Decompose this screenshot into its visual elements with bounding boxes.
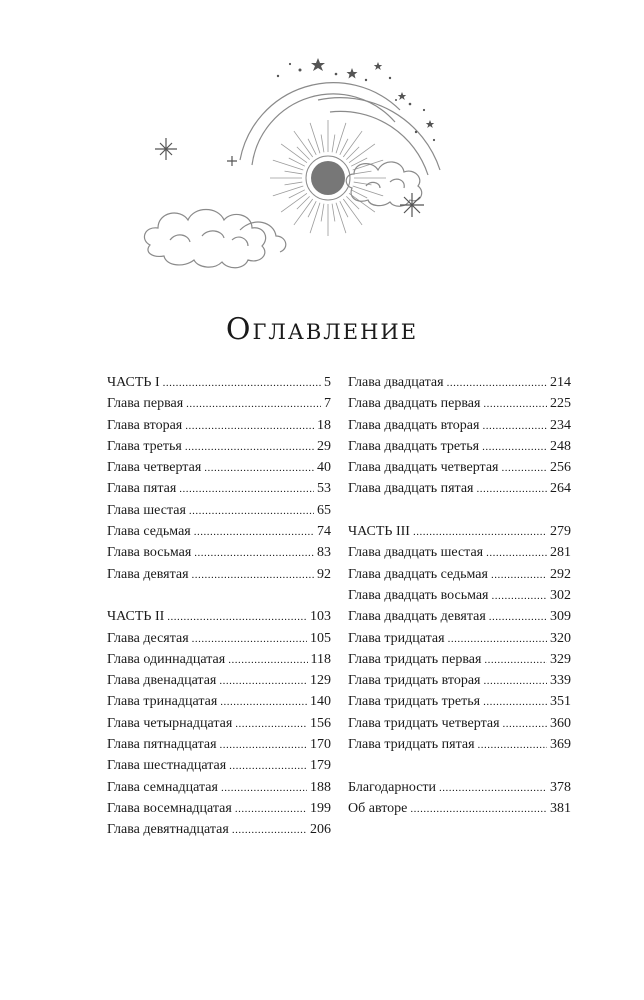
sun-clouds-stars-icon <box>140 40 460 280</box>
toc-entry-label: Глава двадцать первая <box>348 396 481 412</box>
toc-entry-page: 140 <box>310 694 331 710</box>
toc-entry-label: Глава двадцать шестая <box>348 545 484 561</box>
toc-entry[interactable] <box>107 670 331 691</box>
toc-entry[interactable] <box>107 457 331 478</box>
sun-ray <box>297 147 310 160</box>
toc-entry-page: 225 <box>550 396 571 412</box>
toc-leader-dots <box>486 543 547 564</box>
toc-entry-label: Глава двадцать девятая <box>348 609 486 625</box>
toc-entry[interactable] <box>107 393 331 414</box>
toc-entry-page: 381 <box>550 800 571 816</box>
star-icon <box>347 68 358 79</box>
sun-ray <box>310 203 320 233</box>
toc-entry-page: 329 <box>550 651 571 667</box>
toc-entry-page: 360 <box>550 715 571 731</box>
toc-leader-dots <box>186 394 321 415</box>
toc-left-column <box>107 372 331 841</box>
toc-entry-label: Глава девятая <box>107 566 189 582</box>
toc-leader-dots <box>478 735 547 756</box>
toc-entry-page: 83 <box>317 545 331 561</box>
toc-entry-label: Благодарности <box>348 779 437 795</box>
toc-entry-label: Глава четырнадцатая <box>107 715 233 731</box>
toc-entry-label: Глава шестая <box>107 502 186 518</box>
toc-entry[interactable] <box>348 393 571 414</box>
sun-ray <box>353 186 383 196</box>
toc-entry-label: Глава двадцать четвертая <box>348 460 499 476</box>
toc-entry-label: Глава двадцать пятая <box>348 481 474 497</box>
toc-leader-dots <box>194 543 314 564</box>
toc-entry[interactable] <box>348 457 571 478</box>
page-title: Оглавление <box>225 312 419 347</box>
toc-entry[interactable] <box>107 564 331 585</box>
toc-entry-label: Глава двадцать вторая <box>348 417 480 433</box>
toc-leader-dots <box>483 671 547 692</box>
sun-ray <box>332 204 335 222</box>
toc-leader-dots <box>448 629 547 650</box>
toc-entry-page: 74 <box>317 524 331 540</box>
toc-entry-label: ЧАСТЬ I <box>107 375 160 390</box>
toc-leader-dots <box>502 458 548 479</box>
toc-entry-label: ЧАСТЬ III <box>348 524 410 540</box>
toc-entry[interactable] <box>348 521 571 542</box>
section-spacer <box>348 755 571 776</box>
toc-entry-page: 5 <box>324 375 331 390</box>
sun-ray <box>332 135 335 153</box>
sun-disc <box>311 161 345 195</box>
toc-entry-label: Об авторе <box>348 800 408 816</box>
toc-entry[interactable] <box>107 691 331 712</box>
toc-entry[interactable] <box>107 777 331 798</box>
toc-entry-page: 103 <box>310 609 331 625</box>
toc-entry-label: Глава двадцать третья <box>348 438 480 454</box>
toc-entry[interactable] <box>348 415 571 436</box>
toc-entry-label: Глава пятнадцатая <box>107 737 217 753</box>
toc-entry-page: 156 <box>310 715 331 731</box>
toc-entry-page: 279 <box>550 524 571 540</box>
toc-entry[interactable] <box>348 713 571 734</box>
toc-leader-dots <box>482 416 547 437</box>
section-spacer <box>348 500 571 521</box>
toc-entry-page: 292 <box>550 566 571 582</box>
toc-entry-label: Глава семнадцатая <box>107 779 218 795</box>
toc-entry-page: 309 <box>550 609 571 625</box>
sun-ray <box>336 203 346 233</box>
toc-entry-label: Глава тринадцатая <box>107 694 218 710</box>
toc-entry-page: 214 <box>550 375 571 390</box>
toc-leader-dots <box>489 607 547 628</box>
star-icon <box>426 120 434 128</box>
sun-ray <box>321 135 324 153</box>
toc-entry-page: 248 <box>550 438 571 454</box>
toc-leader-dots <box>221 778 307 799</box>
toc-entry[interactable] <box>107 500 331 521</box>
toc-entry-page: 170 <box>310 737 331 753</box>
toc-entry-label: Глава тридцать третья <box>348 694 481 710</box>
toc-leader-dots <box>235 714 307 735</box>
sun-ray <box>336 123 346 153</box>
toc-leader-dots <box>447 373 547 394</box>
toc-entry-label: Глава тридцать вторая <box>348 673 481 689</box>
star-icon <box>311 58 325 71</box>
toc-entry-label: Глава восьмая <box>107 545 192 561</box>
star-icon <box>398 92 406 100</box>
celestial-illustration <box>140 40 460 280</box>
toc-leader-dots <box>167 607 307 628</box>
sun-ray <box>354 171 372 174</box>
toc-entry[interactable] <box>107 713 331 734</box>
toc-entry[interactable] <box>107 436 331 457</box>
toc-entry[interactable] <box>107 649 331 670</box>
toc-leader-dots <box>491 565 547 586</box>
toc-leader-dots <box>484 650 547 671</box>
toc-entry[interactable] <box>348 585 571 606</box>
toc-leader-dots <box>439 778 547 799</box>
toc-entry-label: Глава двадцатая <box>348 375 444 390</box>
sparkle-icon <box>227 156 237 166</box>
toc-entry-page: 65 <box>317 502 331 518</box>
toc-entry-page: 281 <box>550 545 571 561</box>
sun-ray <box>346 147 359 160</box>
toc-entry-page: 234 <box>550 417 571 433</box>
toc-entry-label: Глава двадцать седьмая <box>348 566 488 582</box>
toc-right-column <box>348 372 571 819</box>
sun-ray <box>273 186 303 196</box>
toc-entry[interactable] <box>107 628 331 649</box>
toc-leader-dots <box>179 479 314 500</box>
stars-group <box>277 58 435 141</box>
sun-ray <box>285 171 303 174</box>
toc-entry[interactable] <box>348 372 571 393</box>
sun-ray <box>321 204 324 222</box>
toc-leader-dots <box>219 671 307 692</box>
toc-entry-label: Глава одиннадцатая <box>107 651 226 667</box>
toc-leader-dots <box>204 458 314 479</box>
sun-ray <box>285 182 303 185</box>
toc-entry-label: Глава двадцать восьмая <box>348 587 489 603</box>
toc-entry-label: Глава восемнадцатая <box>107 800 232 816</box>
toc-leader-dots <box>228 650 307 671</box>
toc-entry-label: Глава шестнадцатая <box>107 758 227 774</box>
toc-leader-dots <box>185 437 314 458</box>
toc-entry[interactable] <box>348 628 571 649</box>
toc-entry-label: ЧАСТЬ II <box>107 609 165 625</box>
toc-entry-label: Глава седьмая <box>107 524 191 540</box>
toc-entry[interactable] <box>348 798 571 819</box>
toc-entry-label: Глава девятнадцатая <box>107 822 229 838</box>
toc-entry-page: 320 <box>550 630 571 646</box>
toc-entry[interactable] <box>107 734 331 755</box>
star-icon <box>374 62 382 70</box>
toc-leader-dots <box>192 565 314 586</box>
toc-entry-label: Глава вторая <box>107 417 183 433</box>
toc-entry-label: Глава двенадцатая <box>107 673 217 689</box>
toc-leader-dots <box>194 522 314 543</box>
toc-entry[interactable] <box>107 819 331 840</box>
toc-entry-label: Глава тридцатая <box>348 630 445 646</box>
toc-entry-label: Глава четвертая <box>107 460 202 476</box>
toc-entry-page: 92 <box>317 566 331 582</box>
toc-leader-dots <box>492 586 548 607</box>
toc-entry-page: 206 <box>310 822 331 838</box>
toc-leader-dots <box>503 714 547 735</box>
toc-leader-dots <box>192 629 307 650</box>
toc-leader-dots <box>185 416 314 437</box>
toc-entry-page: 7 <box>324 396 331 412</box>
toc-entry-label: Глава тридцать четвертая <box>348 715 500 731</box>
toc-entry-page: 264 <box>550 481 571 497</box>
toc-entry-label: Глава тридцать первая <box>348 651 482 667</box>
toc-entry-page: 199 <box>310 800 331 816</box>
toc-entry-label: Глава тридцать пятая <box>348 737 475 753</box>
cloud-left-icon <box>144 210 265 268</box>
toc-entry-label: Глава пятая <box>107 481 177 497</box>
toc-leader-dots <box>235 799 307 820</box>
toc-leader-dots <box>477 479 548 500</box>
toc-entry-label: Глава первая <box>107 396 184 412</box>
toc-entry-page: 53 <box>317 481 331 497</box>
toc-entry-page: 118 <box>310 651 331 667</box>
toc-entry-page: 40 <box>317 460 331 476</box>
toc-entry[interactable] <box>107 478 331 499</box>
toc-leader-dots <box>163 373 321 394</box>
toc-leader-dots <box>413 522 547 543</box>
toc-leader-dots <box>220 692 307 713</box>
arc-outer <box>240 83 400 160</box>
toc-entry-page: 369 <box>550 737 571 753</box>
toc-entry-page: 18 <box>317 417 331 433</box>
toc-leader-dots <box>482 437 547 458</box>
toc-leader-dots <box>410 799 547 820</box>
toc-entry-page: 302 <box>550 587 571 603</box>
toc-entry-label: Глава десятая <box>107 630 189 646</box>
toc-entry[interactable] <box>107 521 331 542</box>
toc-entry[interactable] <box>107 755 331 776</box>
toc-entry-page: 129 <box>310 673 331 689</box>
toc-entry[interactable] <box>348 649 571 670</box>
toc-leader-dots <box>483 692 547 713</box>
toc-entry[interactable] <box>348 564 571 585</box>
sparkle-icon <box>155 138 177 160</box>
toc-leader-dots <box>232 820 307 841</box>
toc-entry[interactable] <box>107 798 331 819</box>
toc-entry-page: 105 <box>310 630 331 646</box>
toc-entry-page: 339 <box>550 673 571 689</box>
sun-ray <box>273 160 303 170</box>
toc-entry[interactable] <box>107 542 331 563</box>
toc-entry[interactable] <box>348 478 571 499</box>
toc-entry-page: 378 <box>550 779 571 795</box>
section-spacer <box>107 585 331 606</box>
toc-entry-page: 29 <box>317 438 331 454</box>
toc-entry[interactable] <box>348 436 571 457</box>
toc-leader-dots <box>220 735 307 756</box>
toc-entry-page: 256 <box>550 460 571 476</box>
sun-ray <box>297 196 310 209</box>
toc-entry-label: Глава третья <box>107 438 182 454</box>
toc-leader-dots <box>229 756 307 777</box>
toc-entry-page: 188 <box>310 779 331 795</box>
toc-leader-dots <box>483 394 547 415</box>
sun-ray <box>310 123 320 153</box>
toc-entry[interactable] <box>348 691 571 712</box>
toc-leader-dots <box>189 501 314 522</box>
toc-entry[interactable] <box>348 777 571 798</box>
toc-entry-page: 179 <box>310 758 331 774</box>
toc-entry[interactable] <box>107 372 331 393</box>
toc-entry[interactable] <box>348 734 571 755</box>
toc-entry[interactable] <box>107 606 331 627</box>
toc-entry[interactable] <box>348 542 571 563</box>
toc-entry-page: 351 <box>550 694 571 710</box>
toc-entry[interactable] <box>348 670 571 691</box>
toc-entry[interactable] <box>107 415 331 436</box>
toc-entry[interactable] <box>348 606 571 627</box>
